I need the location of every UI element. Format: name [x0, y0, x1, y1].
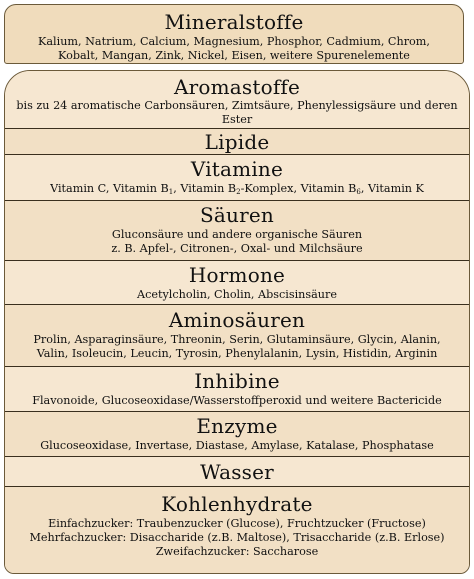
- aminosaeuren-title: Aminosäuren: [168, 308, 306, 332]
- kohlenhydrate-line-3: Zweifachzucker: Saccharose: [155, 545, 319, 558]
- vitamine-text-1: Vitamin C, Vitamin B: [50, 182, 169, 195]
- lipide-title: Lipide: [204, 130, 270, 154]
- saeuren-line-2: z. B. Apfel-, Citronen-, Oxal- und Milchsäure: [111, 242, 363, 255]
- mineralstoffe-line-1: Kalium, Natrium, Calcium, Magnesium, Phosphor, Cadmium, Chrom,: [38, 35, 430, 48]
- aromastoffe-desc: bis zu 24 aromatische Carbonsäuren, Zimtsäure, Phenylessigsäure und deren Ester: [16, 99, 458, 126]
- vitamine-sub-1: 1: [168, 188, 174, 196]
- inhibine-desc: Flavonoide, Glucoseoxidase/Wasserstoffperoxid und weitere Bactericide: [32, 394, 442, 407]
- aminosaeuren-line-2: Valin, Isoleucin, Leucin, Tyrosin, Phenylalanin, Lysin, Histidin, Arginin: [36, 347, 438, 360]
- aromastoffe-title: Aromastoffe: [173, 75, 301, 99]
- enzyme-desc: Glucoseoxidase, Invertase, Diastase, Amylase, Katalase, Phosphatase: [40, 439, 434, 452]
- vitamine-text-4: , Vitamin K: [360, 182, 424, 195]
- honey-jar: [4, 70, 470, 574]
- vitamine-sub-3: 6: [356, 188, 361, 196]
- lipide-section: [5, 129, 469, 155]
- mineralstoffe-box: [4, 4, 464, 64]
- kohlenhydrate-line-2: Mehrfachzucker: Disaccharide (z.B. Maltose), Trisaccharide (z.B. Erlose): [29, 531, 445, 544]
- aminosaeuren-section: [5, 305, 469, 367]
- kohlenhydrate-line-1: Einfachzucker: Traubenzucker (Glucose), Fruchtzucker (Fructose): [48, 517, 426, 530]
- wasser-section: [5, 457, 469, 487]
- aromastoffe-section: [5, 71, 469, 129]
- enzyme-section: [5, 412, 469, 457]
- wasser-title: Wasser: [200, 460, 274, 484]
- inhibine-section: [5, 367, 469, 412]
- vitamine-section: [5, 155, 469, 201]
- inhibine-title: Inhibine: [194, 369, 280, 393]
- vitamine-desc: [5, 182, 469, 197]
- mineralstoffe-line-2: Kobalt, Mangan, Zink, Nickel, Eisen, weitere Spurenelemente: [58, 49, 410, 62]
- saeuren-line-1: Gluconsäure und andere organische Säuren: [111, 228, 363, 241]
- enzyme-title: Enzyme: [196, 414, 278, 438]
- vitamine-text-2: , Vitamin B: [173, 182, 237, 195]
- kohlenhydrate-section: [5, 487, 469, 574]
- aminosaeuren-line-1: Prolin, Asparaginsäure, Threonin, Serin, Glutaminsäure, Glycin, Alanin,: [33, 333, 441, 346]
- mineralstoffe-title: Mineralstoffe: [164, 10, 304, 34]
- hormone-desc: Acetylcholin, Cholin, Abscisinsäure: [137, 288, 337, 301]
- vitamine-title: Vitamine: [190, 157, 284, 181]
- vitamine-sub-2: 2: [236, 188, 241, 196]
- kohlenhydrate-title: Kohlenhydrate: [161, 492, 313, 516]
- hormone-title: Hormone: [188, 263, 286, 287]
- saeuren-section: [5, 201, 469, 261]
- saeuren-title: Säuren: [200, 203, 274, 227]
- hormone-section: [5, 261, 469, 305]
- vitamine-text-3: -Komplex, Vitamin B: [240, 182, 357, 195]
